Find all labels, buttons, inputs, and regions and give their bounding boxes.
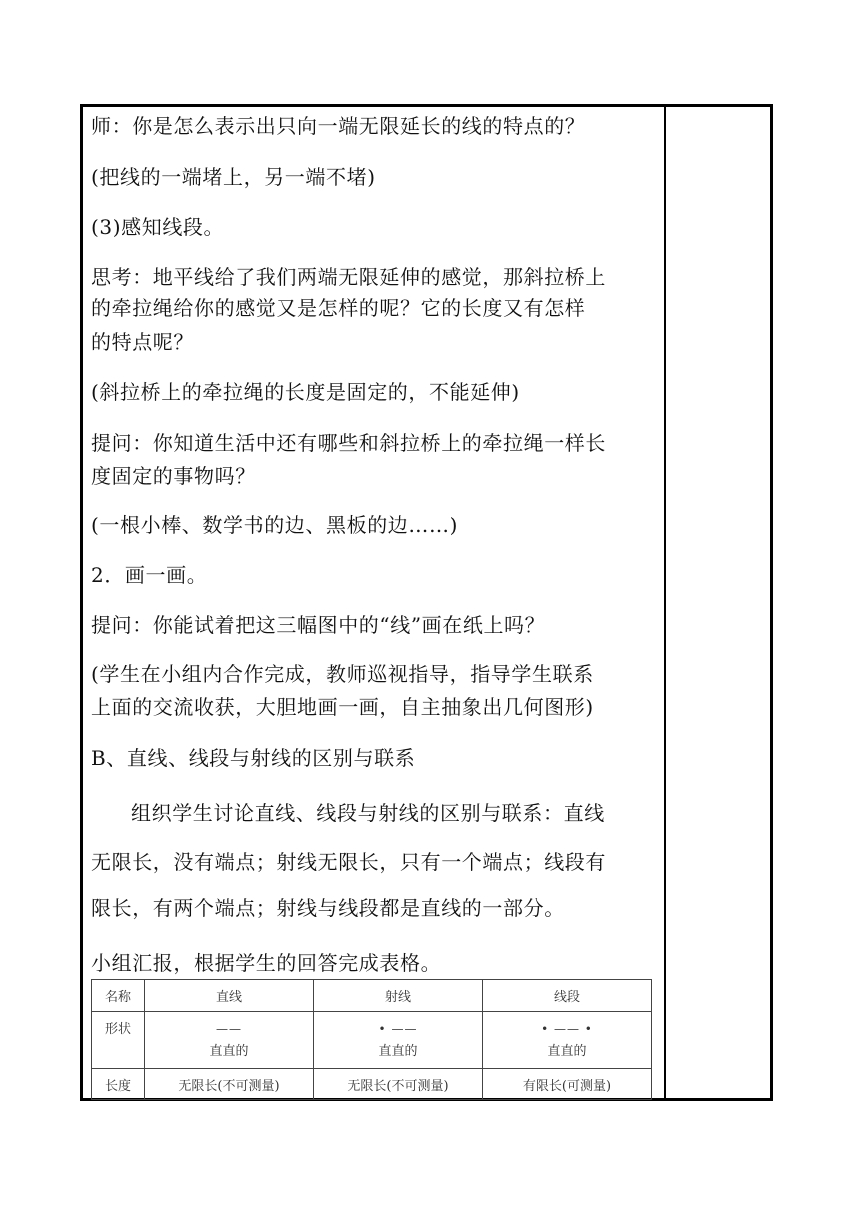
shape-cell — [483, 1012, 652, 1069]
text-line: 限长，有两个端点；射线与线段都是直线的一部分。 — [91, 896, 565, 920]
shape-text: 直直的 — [378, 1043, 418, 1059]
segment-symbol: • —— • — [541, 1021, 593, 1036]
text-line: 无限长，没有端点；射线无限长，只有一个端点；线段有 — [91, 850, 606, 874]
text-line: 小组汇报，根据学生的回答完成表格。 — [91, 951, 442, 975]
text-line: 提问：你知道生活中还有哪些和斜拉桥上的牵拉绳一样长 — [91, 431, 606, 455]
row-label: 长度 — [92, 1069, 145, 1100]
line-symbol: —— — [216, 1021, 242, 1036]
shape-cell — [145, 1012, 314, 1069]
shape-text: 直直的 — [209, 1043, 249, 1059]
table-row — [92, 980, 652, 1012]
text-line: (把线的一端堵上，另一端不堵) — [91, 165, 376, 189]
text-line: 提问：你能试着把这三幅图中的“线”画在纸上吗？ — [91, 613, 546, 637]
text-line: (3)感知线段。 — [91, 215, 225, 239]
header-cell: 线段 — [483, 980, 652, 1012]
header-cell: 名称 — [92, 980, 145, 1012]
text-line: 的特点呢？ — [91, 330, 194, 354]
length-cell: 有限长(可测量) — [483, 1069, 652, 1100]
text-line: (学生在小组内合作完成，教师巡视指导，指导学生联系 — [91, 662, 594, 686]
text-line: 上面的交流收获，大胆地画一画，自主抽象出几何图形) — [91, 695, 594, 719]
lesson-table — [80, 104, 773, 1101]
header-cell: 直线 — [145, 980, 314, 1012]
text-line: 度固定的事物吗？ — [91, 464, 256, 488]
section-heading: B、直线、线段与射线的区别与联系 — [91, 746, 416, 770]
length-cell: 无限长(不可测量) — [145, 1069, 314, 1100]
header-cell: 射线 — [314, 980, 483, 1012]
text-line: 师：你是怎么表示出只向一端无限延长的线的特点的？ — [91, 114, 586, 138]
ray-symbol: • —— — [378, 1021, 418, 1036]
length-cell: 无限长(不可测量) — [314, 1069, 483, 1100]
text-line: 2．画一画。 — [91, 563, 208, 587]
text-line: 组织学生讨论直线、线段与射线的区别与联系：直线 — [131, 801, 605, 825]
shape-text: 直直的 — [547, 1043, 587, 1059]
table-row — [92, 1012, 652, 1069]
text-line: 思考：地平线给了我们两端无限延伸的感觉，那斜拉桥上 — [91, 265, 606, 289]
shape-cell — [314, 1012, 483, 1069]
text-line: (一根小棒、数学书的边、黑板的边……) — [91, 513, 459, 537]
row-label: 形状 — [92, 1012, 145, 1069]
table-row — [92, 1069, 652, 1100]
comparison-table — [91, 979, 652, 1100]
text-line: (斜拉桥上的牵拉绳的长度是固定的，不能延伸) — [91, 380, 520, 404]
text-line: 的牵拉绳给你的感觉又是怎样的呢？它的长度又有怎样 — [91, 296, 586, 320]
